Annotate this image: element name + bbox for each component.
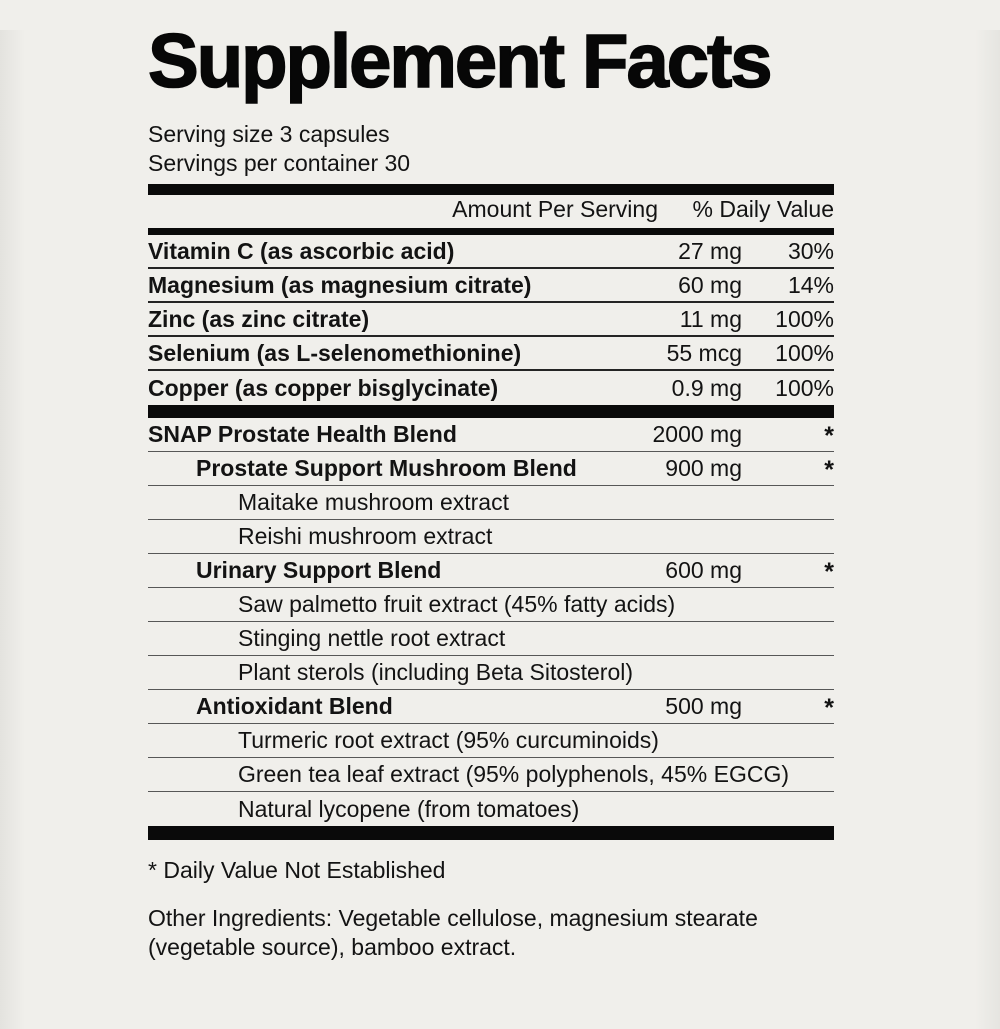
amount-column-header: Amount Per Serving [452, 196, 658, 222]
table-row [148, 337, 834, 371]
daily-value: * [824, 558, 834, 586]
amount-value: 11 mg [679, 305, 742, 332]
amount-value: 55 mcg [666, 339, 742, 366]
table-row [148, 303, 834, 337]
table-row [148, 792, 834, 826]
ingredient-name: Copper (as copper bisglycinate) [148, 374, 499, 401]
table-row [148, 758, 834, 792]
ingredient-name: Selenium (as L-selenomethionine) [148, 339, 522, 366]
table-row [148, 724, 834, 758]
daily-value: 100% [775, 339, 834, 366]
amount-value: 2000 mg [652, 421, 742, 447]
ingredient-name: Magnesium (as magnesium citrate) [148, 271, 532, 298]
amount-value: 60 mg [678, 271, 742, 298]
table-row [148, 588, 834, 622]
daily-value-column-header: % Daily Value [692, 196, 834, 222]
table-row [148, 656, 834, 690]
table-row [148, 418, 834, 452]
table-row [148, 269, 834, 303]
divider-thick-middle [148, 405, 834, 418]
page-title: Supplement Facts [148, 19, 771, 104]
table-row [148, 690, 834, 724]
ingredient-name: Urinary Support Blend [196, 557, 442, 583]
daily-value: 100% [775, 374, 834, 401]
divider-thick-top [148, 184, 834, 195]
ingredient-name: Vitamin C (as ascorbic acid) [148, 237, 455, 264]
ingredient-name: Saw palmetto fruit extract (45% fatty acids) [238, 591, 676, 617]
other-ingredients-text: Other Ingredients: Vegetable cellulose, magnesium stearate (vegetable source), bamboo extract. [148, 905, 758, 960]
ingredient-name: Antioxidant Blend [196, 693, 393, 719]
amount-value: 500 mg [665, 693, 742, 719]
table-row [148, 235, 834, 269]
table-row [148, 554, 834, 588]
serving-info [148, 120, 834, 178]
table-row [148, 520, 834, 554]
ingredient-name: Maitake mushroom extract [238, 489, 509, 515]
supplement-facts-panel [148, 19, 834, 962]
table-header [148, 195, 834, 228]
ingredient-name: Zinc (as zinc citrate) [148, 305, 370, 332]
amount-value: 900 mg [665, 455, 742, 481]
servings-per-container-text: Servings per container 30 [148, 150, 411, 176]
daily-value: * [824, 456, 834, 484]
table-row [148, 486, 834, 520]
ingredient-name: Reishi mushroom extract [238, 523, 493, 549]
ingredient-name: Plant sterols (including Beta Sitosterol) [238, 659, 634, 685]
ingredient-name: Green tea leaf extract (95% polyphenols, 45% EGCG) [238, 761, 790, 787]
ingredient-name: Natural lycopene (from tomatoes) [238, 795, 580, 822]
serving-size-text: Serving size 3 capsules [148, 121, 390, 147]
daily-value: * [824, 694, 834, 722]
daily-value: 30% [787, 237, 834, 264]
ingredient-name: Prostate Support Mushroom Blend [196, 455, 577, 481]
divider-thick-bottom [148, 826, 834, 840]
table-row [148, 622, 834, 656]
ingredient-name: SNAP Prostate Health Blend [148, 421, 457, 447]
blend-table [148, 418, 834, 826]
amount-value: 27 mg [678, 237, 742, 264]
table-row [148, 371, 834, 405]
divider-header [148, 228, 834, 235]
table-row [148, 452, 834, 486]
amount-value: 600 mg [665, 557, 742, 583]
ingredient-name: Turmeric root extract (95% curcuminoids) [238, 727, 659, 753]
daily-value-footnote: * Daily Value Not Established [148, 857, 446, 883]
nutrient-table [148, 235, 834, 405]
ingredient-name: Stinging nettle root extract [238, 625, 506, 651]
daily-value: 100% [775, 305, 834, 332]
daily-value: 14% [787, 271, 834, 298]
daily-value: * [824, 422, 834, 450]
amount-value: 0.9 mg [671, 374, 742, 401]
